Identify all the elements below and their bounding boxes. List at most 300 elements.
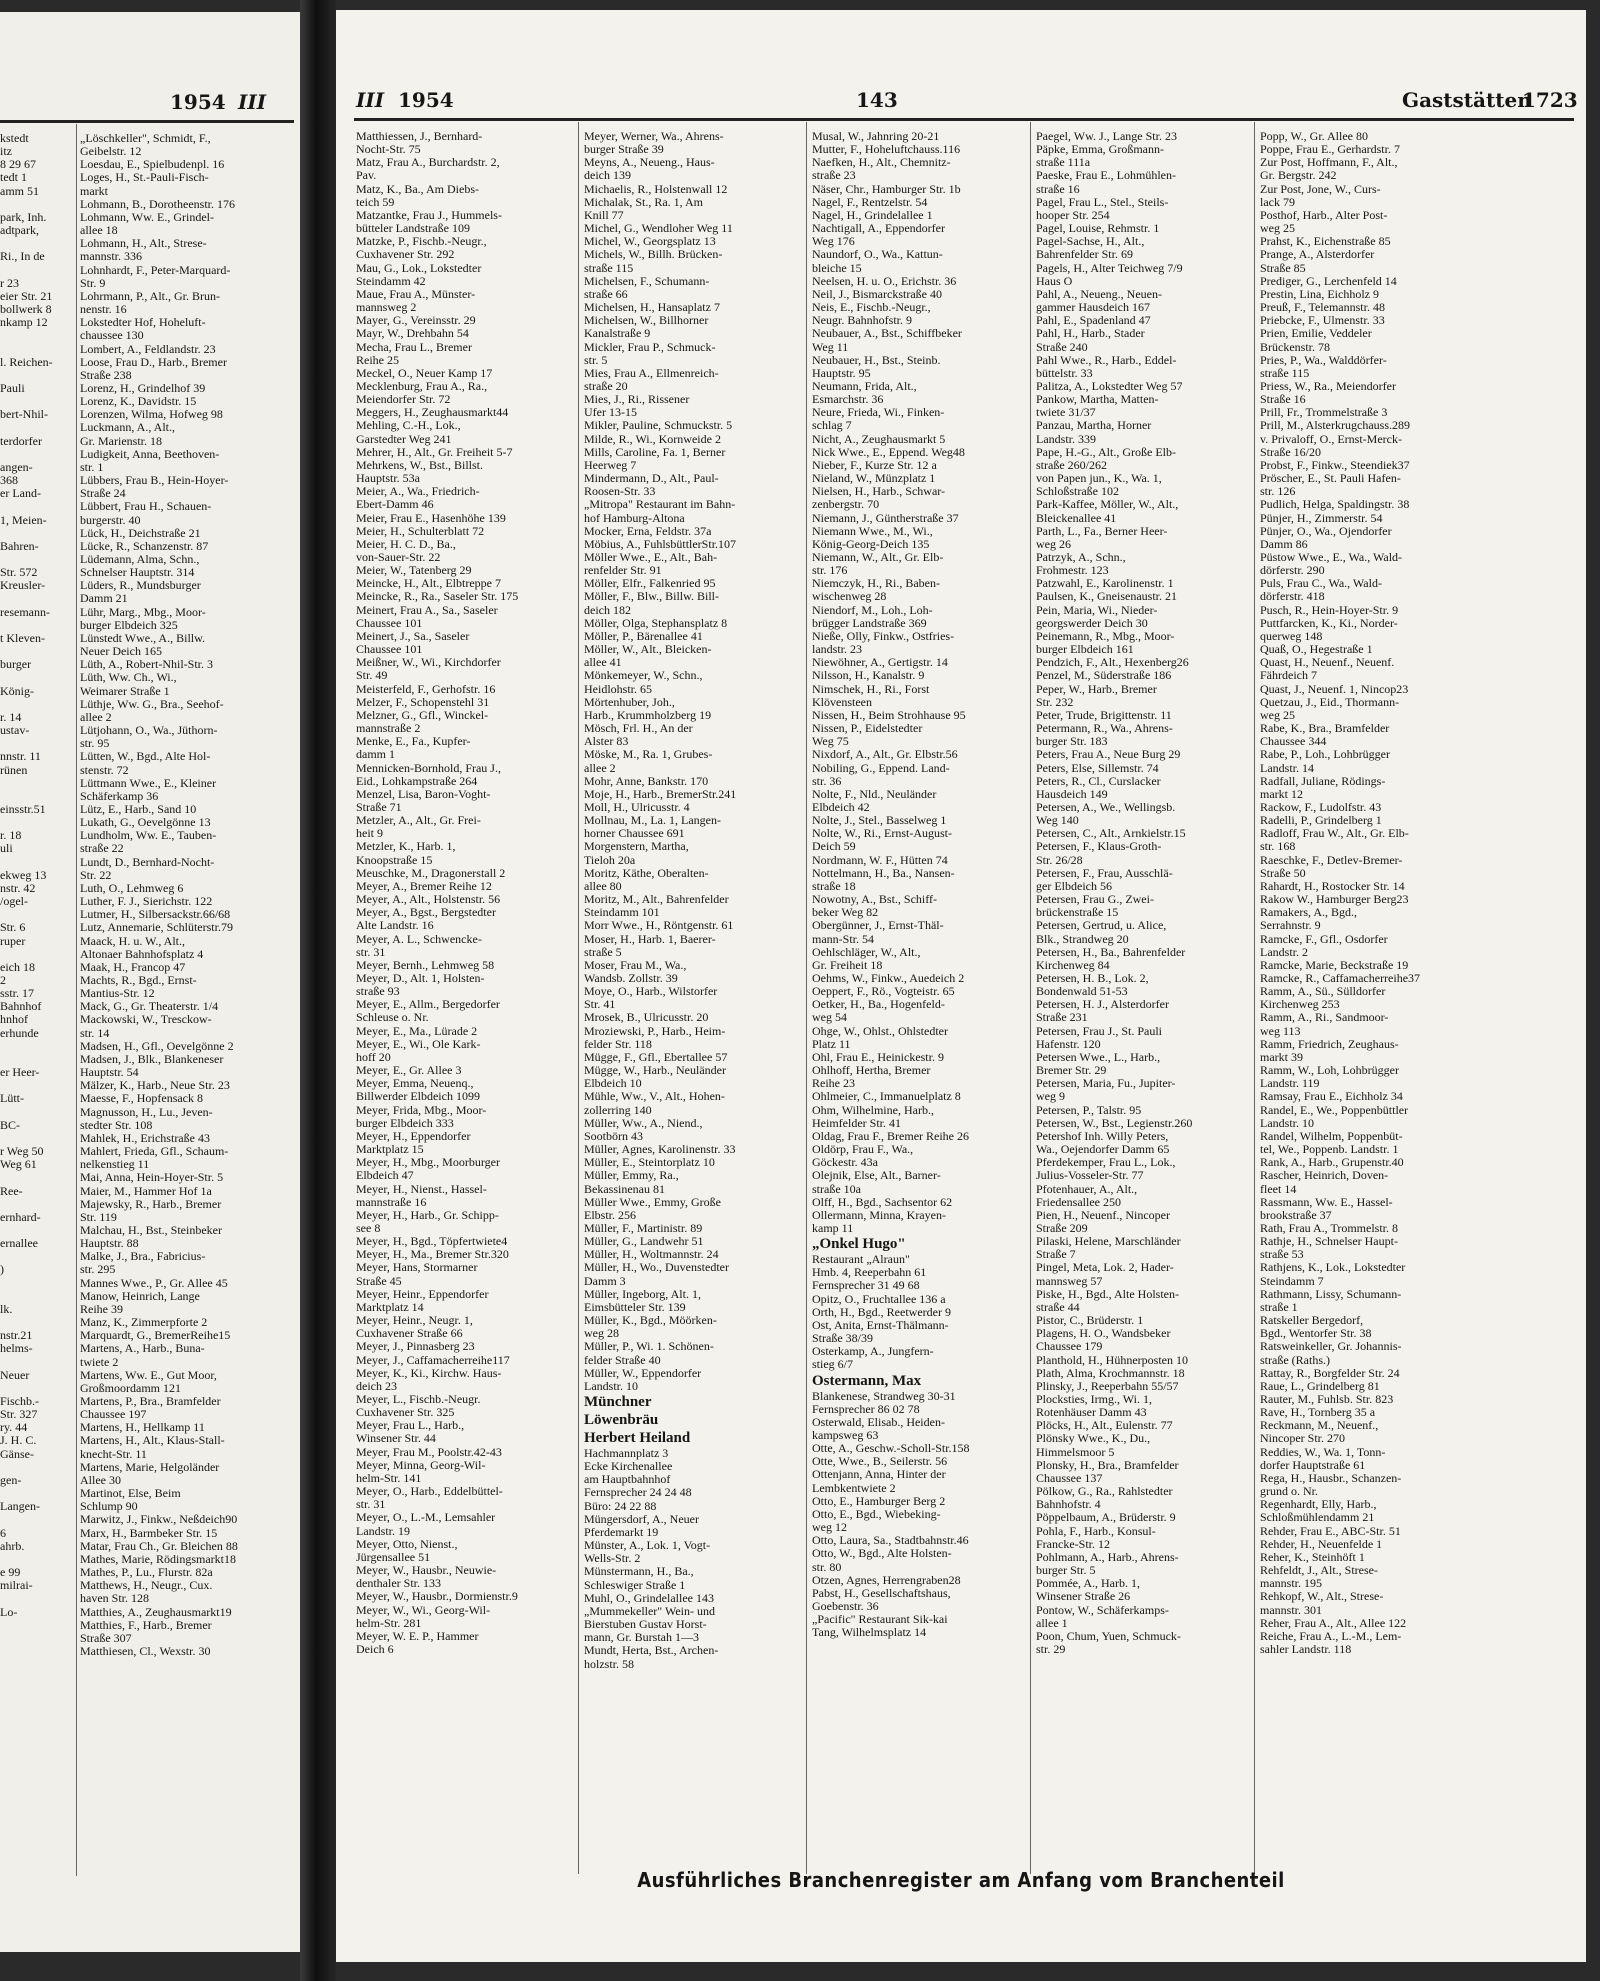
directory-entry-line: stedter Str. 108	[80, 1118, 153, 1132]
directory-entry-line: ruper	[0, 934, 26, 948]
directory-entry-line	[0, 1224, 74, 1237]
directory-entry-line: Bahnhofstr. 4	[1036, 1498, 1101, 1512]
directory-entry-line: Plagens, H. O., Wandsbeker	[1036, 1327, 1171, 1341]
directory-entry-line: Michaelis, R., Holstenwall 12	[584, 182, 728, 196]
directory-entry-line: Meier, Frau E., Hasenhöhe 139	[356, 511, 506, 525]
directory-entry-line	[0, 671, 74, 684]
directory-entry-line: Menzel, Lisa, Baron-Voght-	[356, 787, 491, 801]
directory-entry-line: bollwerk 8	[0, 303, 52, 317]
directory-entry-line: Schäferkamp 36	[80, 789, 159, 803]
directory-entry-line: Mies, Frau A., Ellmenreich-	[584, 366, 719, 380]
directory-entry-line: nkamp 12	[0, 316, 48, 330]
directory-entry-line: e 99	[0, 1566, 21, 1580]
directory-entry-line: Ramm, A., Sü., Sülldorfer	[1260, 985, 1386, 999]
directory-entry-line: teich 59	[356, 195, 395, 209]
directory-entry-line: Meyer, Bernh., Lehmweg 58	[356, 958, 495, 972]
directory-entry-line: Nordmann, W. F., Hütten 74	[812, 853, 948, 867]
directory-entry-line: Haus O	[1036, 274, 1073, 288]
directory-entry-line: Meuschke, M., Dragonerstall 2	[356, 866, 506, 880]
directory-entry-line: am Hauptbahnhof	[584, 1473, 671, 1487]
directory-entry-line: Straße 240	[1036, 340, 1088, 354]
directory-entry-line: Mörtenhuber, Joh.,	[584, 695, 675, 709]
directory-entry-line: Meyer, O., Harb., Eddelbüttel-	[356, 1485, 503, 1499]
directory-entry-line: Rakow W., Hamburger Berg23	[1260, 893, 1409, 907]
directory-entry-line: Meyer, W., Hausbr., Neuwie-	[356, 1564, 497, 1578]
directory-entry-line: Matar, Frau Ch., Gr. Bleichen 88	[80, 1539, 238, 1553]
directory-entry-line: Nincoper Str. 270	[1260, 1432, 1345, 1446]
directory-entry-line: straße 111a	[1036, 156, 1091, 170]
directory-entry-line: Weg 75	[812, 735, 849, 749]
directory-entry-line: Magnusson, H., Lu., Jeven-	[80, 1105, 213, 1119]
directory-entry-line	[0, 264, 74, 277]
directory-entry-line: Ramm, Friedrich, Zeughaus-	[1260, 1037, 1399, 1051]
directory-entry-line: mannstraße 16	[356, 1195, 427, 1209]
directory-entry-line: Otte, A., Geschw.-Scholl-Str.158	[812, 1442, 970, 1456]
directory-entry-line: damm 1	[356, 748, 395, 762]
directory-entry-line	[0, 737, 74, 750]
directory-entry-line: Cuxhavener Str. 292	[356, 248, 455, 262]
directory-entry-line: Ramcke, R., Caffamacherreihe37	[1260, 972, 1421, 985]
directory-entry-line: Michels, W., Billh. Brücken-	[584, 248, 723, 262]
directory-entry-line: Petersen, H. J., Alsterdorfer	[1036, 998, 1169, 1012]
directory-entry-line: v. Privaloff, O., Ernst-Merck-	[1260, 432, 1402, 446]
directory-entry-line: er Heer-	[0, 1066, 40, 1080]
directory-entry-line: Meier, W., Tatenberg 29	[356, 564, 472, 578]
directory-entry-line	[0, 1461, 74, 1474]
directory-entry-line: ernallee	[0, 1237, 38, 1251]
directory-entry-line: Otzen, Agnes, Herrengraben28	[812, 1573, 961, 1587]
directory-entry-line: denthaler Str. 133	[356, 1577, 441, 1591]
directory-entry-line: Damm 3	[584, 1274, 626, 1288]
directory-entry-line: Pontow, W., Schäferkamps-	[1036, 1603, 1169, 1617]
directory-entry-line: Cuxhavener Str. 325	[356, 1406, 455, 1420]
directory-entry-line: Müller, E., Steintorplatz 10	[584, 1156, 715, 1170]
directory-entry-line: weg 12	[812, 1521, 847, 1535]
directory-entry-line: hoff 20	[356, 1050, 391, 1064]
directory-entry-line: allee 18	[80, 224, 118, 238]
directory-entry-line: Muhl, O., Grindelallee 143	[584, 1591, 714, 1605]
directory-entry-line	[0, 1250, 74, 1263]
directory-entry-line	[0, 790, 74, 803]
directory-entry-line: Pahl, H., Harb., Stader	[1036, 327, 1145, 341]
directory-entry-line: Manz, K., Zimmerpforte 2	[80, 1316, 208, 1330]
directory-entry-line: büttelstr. 33	[1036, 366, 1093, 380]
directory-entry-line: Lütjohann, O., Wa., Jüthorn-	[80, 724, 218, 738]
directory-entry-line: r 23	[0, 276, 19, 290]
directory-entry-line: Matz, Frau A., Burchardstr. 2,	[356, 156, 500, 170]
directory-entry-line: Garstedter Weg 241	[356, 432, 452, 446]
directory-entry-line: Rank, A., Harb., Grupenstr.40	[1260, 1156, 1404, 1170]
directory-entry-line: Bekassinenau 81	[584, 1182, 665, 1196]
directory-entry-line: Meyer, Werner, Wa., Ahrens-	[584, 130, 724, 143]
directory-entry-line: brückenstraße 15	[1036, 906, 1119, 920]
directory-entry-line: Straße 16	[1260, 393, 1306, 407]
directory-entry-line: Prediger, G., Lerchenfeld 14	[1260, 274, 1397, 288]
directory-entry-line: allee 41	[584, 656, 622, 670]
directory-entry-line: weg 54	[812, 1011, 847, 1025]
directory-entry-line: Rathje, H., Schnelser Haupt-	[1260, 1235, 1398, 1249]
directory-entry-line: Maier, M., Hammer Hof 1a	[80, 1184, 212, 1198]
directory-entry-line: Heimfelder Str. 41	[812, 1116, 901, 1130]
directory-entry-line: Müller, Emmy, Ra.,	[584, 1169, 679, 1183]
directory-entry-line: Petersen, Frau G., Zwei-	[1036, 893, 1154, 907]
directory-entry-line: Luth, O., Lehmweg 6	[80, 881, 184, 895]
directory-entry-line: Meyer, E., Allm., Bergedorfer	[356, 998, 500, 1012]
directory-entry-line: Möske, M., Ra. 1, Grubes-	[584, 748, 713, 762]
directory-entry-line: Straße 238	[80, 368, 132, 382]
directory-entry-line: Randel, E., We., Poppenbüttler	[1260, 1103, 1409, 1117]
directory-entry-line: burger	[0, 658, 32, 672]
left-column-entries	[80, 132, 292, 1658]
directory-entry-line: ger Elbdeich 56	[1036, 879, 1112, 893]
directory-entry-line: Lüth, A., Robert-Nhil-Str. 3	[80, 658, 213, 672]
directory-entry-line: Lüders, R., Mundsburger	[80, 579, 201, 593]
directory-entry-line: Meyer, K., Ki., Kirchw. Haus-	[356, 1366, 502, 1380]
directory-entry-line: Luckmann, A., Alt.,	[80, 421, 175, 435]
directory-entry-line: Otto, Laura, Sa., Stadtbahnstr.46	[812, 1534, 969, 1548]
directory-entry-line: Alster 83	[584, 735, 629, 749]
directory-entry-line: ernhard-	[0, 1210, 41, 1224]
directory-entry-line: Kirchenweg 84	[1036, 958, 1110, 972]
directory-entry-line: Loose, Frau D., Harb., Bremer	[80, 355, 227, 369]
directory-entry-line: Pankow, Martha, Matten-	[1036, 393, 1159, 407]
directory-entry-line: Melzer, F., Schopenstehl 31	[356, 695, 490, 709]
directory-entry-line: Rave, H., Tornberg 35 a	[1260, 1406, 1376, 1420]
directory-entry-line: burger Elbdeich 333	[356, 1116, 454, 1130]
directory-entry-line: sstr. 17	[0, 987, 35, 1001]
directory-entry-line: J. H. C.	[0, 1434, 37, 1448]
directory-entry-line: Meckel, O., Neuer Kamp 17	[356, 366, 493, 380]
directory-entry-line: heit 9	[356, 827, 383, 841]
directory-entry-line: Schloßmühlendamm 21	[1260, 1511, 1375, 1525]
directory-entry-line: Zur Post, Hoffmann, F., Alt.,	[1260, 156, 1398, 170]
directory-entry-line: Möller Wwe., E., Alt., Bah-	[584, 551, 718, 564]
directory-entry-line: Ramakers, A., Bgd.,	[1260, 906, 1357, 920]
directory-entry-line: twiete 31/37	[1036, 406, 1096, 420]
directory-entry-line: Str. 327	[0, 1408, 38, 1422]
directory-entry-line: brügger Landstraße 369	[812, 616, 927, 630]
directory-entry-line: adtpark,	[0, 224, 39, 238]
directory-entry-line	[0, 329, 74, 342]
directory-entry-line: Gr. Marienstr. 18	[80, 434, 162, 448]
directory-entry-line: Ollermann, Minna, Krayen-	[812, 1208, 946, 1222]
directory-entry-line: Ohl, Frau E., Heinickestr. 9	[812, 1050, 944, 1064]
directory-column-1	[356, 130, 574, 1656]
directory-entry-line: straße (Raths.)	[1260, 1353, 1330, 1367]
directory-entry-line: straße 44	[1036, 1300, 1080, 1314]
directory-entry-line: Straße 45	[356, 1274, 402, 1288]
directory-entry-line: Rauter, M., Fuhlsb. Str. 823	[1260, 1393, 1394, 1406]
directory-entry-line: Petersen, H., Ba., Bahrenfelder	[1036, 945, 1186, 959]
directory-entry-line: Marquardt, G., BremerReihe15	[80, 1329, 231, 1343]
directory-entry-line: Mau, G., Lok., Lokstedter	[356, 261, 482, 275]
advertisement-heading: Löwenbräu	[584, 1412, 659, 1428]
directory-entry-line: Mügge, F., Gfl., Ebertallee 57	[584, 1050, 728, 1064]
directory-entry-line: Möller, W., Alt., Bleicken-	[584, 643, 712, 657]
directory-entry-line: Lütz, E., Harb., Sand 10	[80, 802, 197, 816]
directory-entry-line: Straße 209	[1036, 1221, 1088, 1235]
directory-entry-line: Straße 231	[1036, 1011, 1088, 1025]
directory-entry-line: Rascher, Heinrich, Doven-	[1260, 1169, 1389, 1183]
directory-entry-line: Eid., Lohkampstraße 264	[356, 774, 478, 788]
directory-entry-line: Michel, G., Wendloher Weg 11	[584, 222, 733, 236]
directory-entry-line: Michelsen, W., Billhorner	[584, 314, 709, 328]
directory-entry-line: Lohmann, B., Dorotheenstr. 176	[80, 197, 235, 211]
directory-entry-line: Raue, L., Grindelberg 81	[1260, 1379, 1380, 1393]
directory-entry-line: Pabst, H., Gesellschaftshaus,	[812, 1586, 951, 1600]
directory-entry-line: Pagel, Frau L., Stel., Steils-	[1036, 195, 1169, 209]
directory-entry-line: burgerstr. 40	[80, 513, 141, 527]
directory-entry-line: Moser, Frau M., Wa.,	[584, 958, 687, 972]
section-title: Gaststätten	[1402, 88, 1532, 112]
directory-entry-line: Meyer, Minna, Georg-Wil-	[356, 1458, 486, 1472]
left-header-rule	[0, 120, 294, 123]
directory-entry-line: er Land-	[0, 487, 41, 501]
directory-entry-line: Pilaski, Helene, Marschländer	[1036, 1235, 1181, 1249]
directory-entry-line: Chaussee 344	[1260, 735, 1327, 749]
footer-note: Ausführliches Branchenregister am Anfang vom Branchenteil	[637, 1868, 1285, 1892]
directory-entry-line: stenstr. 72	[80, 763, 129, 777]
directory-entry-line: Michalak, St., Ra. 1, Am	[584, 195, 703, 209]
directory-entry-line: Ohlmeier, C., Immanuelplatz 8	[812, 1090, 961, 1104]
directory-entry-line: Straße 50	[1260, 866, 1306, 880]
directory-entry-line: Friedensallee 250	[1036, 1195, 1121, 1209]
directory-entry-line: Michelsen, H., Hansaplatz 7	[584, 301, 720, 315]
directory-entry-line: Maak, H., Francop 47	[80, 960, 186, 974]
directory-entry-line: Lütten, W., Bgd., Alte Hol-	[80, 750, 211, 764]
directory-entry-line: Mundt, Herta, Bst., Archen-	[584, 1644, 719, 1658]
directory-entry-line: Mehrer, H., Alt., Gr. Freiheit 5-7	[356, 445, 513, 459]
directory-entry-line: str. 31	[356, 945, 386, 959]
directory-entry-line: Nocht-Str. 75	[356, 143, 421, 157]
directory-entry-line: markt 12	[1260, 787, 1303, 801]
directory-entry-line: str. 14	[80, 1026, 110, 1040]
directory-entry-line: park, Inh.	[0, 210, 47, 224]
directory-entry-line: Radelli, P., Grindelberg 1	[1260, 814, 1382, 828]
directory-entry-line: nnstr. 11	[0, 750, 41, 764]
directory-entry-line: rünen	[0, 763, 28, 777]
directory-entry-line: Alte Landstr. 16	[356, 919, 434, 933]
directory-entry-line: Hachmannplatz 3	[584, 1447, 669, 1460]
directory-entry-line: Kreusler-	[0, 579, 46, 593]
directory-entry-line: Mahlek, H., Erichstraße 43	[80, 1131, 210, 1145]
directory-entry-line: knecht-Str. 11	[80, 1447, 147, 1461]
directory-entry-line	[0, 553, 74, 566]
directory-entry-line: Nieland, W., Münzplatz 1	[812, 472, 936, 486]
directory-entry-line: georgswerder Deich 30	[1036, 616, 1148, 630]
directory-entry-line: Madsen, J., Blk., Blankeneser	[80, 1052, 224, 1066]
directory-entry-line: Müller, Agnes, Karolinenstr. 33	[584, 1143, 736, 1157]
advertisement-heading: „Onkel Hugo"	[812, 1236, 906, 1253]
directory-entry-line: Morgenstern, Martha,	[584, 840, 689, 854]
directory-entry-line: Meggers, H., Zeughausmarkt44	[356, 406, 509, 420]
directory-entry-line	[0, 645, 74, 658]
directory-entry-line	[0, 816, 74, 829]
directory-entry-line: 1, Meien-	[0, 513, 47, 527]
directory-entry-line: Lübbert, Frau H., Schauen-	[80, 500, 212, 514]
directory-entry-line: milrai-	[0, 1579, 33, 1593]
directory-column-5	[1260, 130, 1474, 1656]
directory-entry-line: Mügge, W., Harb., Neuländer	[584, 1064, 726, 1078]
directory-entry-line: Mathes, P., Lu., Flurstr. 82a	[80, 1566, 213, 1580]
directory-entry-line: weg 25	[1260, 222, 1295, 236]
directory-entry-line	[0, 1356, 74, 1369]
directory-entry-line	[0, 1290, 74, 1303]
directory-entry-line: Pendzich, F., Alt., Hexenberg26	[1036, 656, 1189, 670]
column-divider	[76, 124, 77, 1876]
directory-entry-line: Paegel, Ww. J., Lange Str. 23	[1036, 130, 1177, 143]
directory-entry-line: Mecklenburg, Frau A., Ra.,	[356, 379, 488, 393]
directory-entry-line: Meyer, J., Pinnasberg 23	[356, 1340, 475, 1354]
directory-entry-line: Str. 41	[584, 998, 616, 1012]
directory-entry-line: holzstr. 58	[584, 1657, 634, 1671]
directory-entry-line: Ramsay, Frau E., Eichholz 34	[1260, 1090, 1403, 1104]
directory-entry-line: Meyer, H., Eppendorfer	[356, 1129, 471, 1143]
directory-entry-line: weg 25	[1260, 708, 1295, 722]
directory-entry-line: Mennicken-Bornhold, Frau J.,	[356, 761, 501, 775]
directory-entry-line: Park-Kaffee, Möller, W., Alt.,	[1036, 498, 1179, 512]
directory-entry-line	[0, 1553, 74, 1566]
directory-entry-line: Hafenstr. 120	[1036, 1037, 1101, 1051]
directory-entry-line: Fernsprecher 86 02 78	[812, 1402, 920, 1416]
directory-entry-line: Gr. Freiheit 18	[812, 958, 883, 972]
directory-entry-line: Meyer, A., Alt., Holstenstr. 56	[356, 893, 501, 907]
directory-entry-line: Schleswiger Straße 1	[584, 1578, 686, 1592]
directory-entry-line: Bahnhof	[0, 1000, 42, 1014]
directory-entry-line: Heerweg 7	[584, 458, 637, 472]
directory-entry-line: Maue, Frau A., Münster-	[356, 287, 476, 301]
directory-entry-line: Wandsb. Zollstr. 39	[584, 972, 678, 985]
directory-entry-line: deich 139	[584, 169, 631, 183]
directory-entry-line: Elbdeich 47	[356, 1169, 414, 1183]
directory-entry-line: Münster, A., Lok. 1, Vogt-	[584, 1539, 711, 1553]
directory-entry-line: Harb., Krummholzberg 19	[584, 708, 712, 722]
directory-entry-line: Reihe 25	[356, 353, 399, 367]
directory-entry-line: Plath, Alma, Krochmannstr. 18	[1036, 1366, 1185, 1380]
directory-entry-line: Popp, W., Gr. Allee 80	[1260, 130, 1369, 143]
directory-entry-line: Matthiesen, Cl., Wexstr. 30	[80, 1644, 211, 1658]
directory-entry-line: Marwitz, J., Finkw., Neßdeich90	[80, 1513, 238, 1527]
directory-entry-line: Maack, H. u. W., Alt.,	[80, 934, 185, 948]
directory-entry-line: Restaurant „Alraun"	[812, 1253, 910, 1267]
directory-entry-line: Pahl Wwe., R., Harb., Eddel-	[1036, 353, 1177, 367]
directory-entry-line: Rotenhäuser Damm 43	[1036, 1406, 1147, 1420]
directory-entry-line: Straße 24	[80, 487, 126, 501]
directory-entry-line: Mindermann, D., Alt., Paul-	[584, 472, 719, 486]
directory-entry-line: Oehms, W., Finkw., Auedeich 2	[812, 972, 965, 985]
directory-entry-line: Petersen, W., Bst., Legienstr.260	[1036, 1116, 1193, 1130]
directory-entry-line: straße 18	[812, 879, 856, 893]
directory-entry-line: Schnelser Hauptstr. 314	[80, 566, 195, 580]
directory-entry-line: hof Hamburg-Altona	[584, 511, 685, 525]
directory-entry-line: Peper, W., Harb., Bremer	[1036, 682, 1157, 696]
directory-entry-line	[0, 1040, 74, 1053]
directory-entry-line: Pferdekemper, Frau L., Lok.,	[1036, 1156, 1176, 1170]
directory-entry-line: Lohnhardt, F., Peter-Marquard-	[80, 263, 231, 277]
directory-entry-line: Marktplatz 15	[356, 1143, 424, 1157]
directory-entry-line	[0, 1592, 74, 1605]
directory-entry-line: mann, Gr. Burstah 1—3	[584, 1631, 699, 1645]
directory-entry-line: ekweg 13	[0, 868, 47, 882]
directory-entry-line: Lüth, Ww. Ch., Wi.,	[80, 671, 177, 685]
directory-entry-line: Nixdorf, A., Alt., Gr. Elbstr.56	[812, 748, 958, 762]
directory-entry-line: straße 10a	[812, 1182, 861, 1196]
directory-entry-line: Pav.	[356, 169, 377, 183]
directory-entry-line: Ramcke, F., Gfl., Osdorfer	[1260, 932, 1388, 946]
directory-entry-line: Mrosek, B., Ulricusstr. 20	[584, 1011, 709, 1025]
directory-entry-line: Steindamm 7	[1260, 1274, 1324, 1288]
directory-entry-line: Lüdemann, Alma, Schn.,	[80, 553, 200, 566]
directory-entry-line: Loesdau, E., Spielbudenpl. 16	[80, 158, 225, 172]
directory-entry-line: Metzler, A., Alt., Gr. Frei-	[356, 814, 481, 828]
directory-entry-line: Mroziewski, P., Harb., Heim-	[584, 1024, 726, 1038]
directory-entry-line: felder Str. 118	[584, 1037, 652, 1051]
directory-entry-line: Landstr. 119	[1260, 1077, 1320, 1091]
directory-entry-line: Str. 22	[80, 868, 112, 882]
directory-entry-line: Lorenz, H., Grindelhof 39	[80, 381, 206, 395]
directory-entry-line: Weimarer Straße 1	[80, 684, 170, 698]
directory-entry-line: straße 93	[356, 985, 400, 999]
directory-entry-line: Pommée, A., Harb. 1,	[1036, 1577, 1140, 1591]
directory-entry-line: mannstraße 2	[356, 722, 421, 736]
directory-entry-line: Randel, Wilhelm, Poppenbüt-	[1260, 1129, 1403, 1143]
directory-entry-line: Straße 71	[356, 800, 402, 814]
directory-entry-line: Meyer, Frau L., Harb.,	[356, 1419, 465, 1433]
directory-entry-line: Müller, P., Wi. 1. Schönen-	[584, 1340, 714, 1354]
directory-entry-line: Brückenstr. 78	[1260, 340, 1330, 354]
directory-entry-line: Geibelstr. 12	[80, 145, 142, 159]
directory-entry-line: Lünstedt Wwe., A., Billw.	[80, 631, 205, 645]
directory-entry-line: straße 66	[584, 287, 628, 301]
directory-entry-line: einsstr.51	[0, 802, 46, 816]
directory-entry-line: beker Weg 82	[812, 906, 879, 920]
directory-entry-line: Damm 86	[1260, 537, 1308, 551]
directory-entry-line: Neuer Deich 165	[80, 645, 162, 659]
directory-entry-line	[0, 698, 74, 711]
directory-entry-line: weg 113	[1260, 1024, 1301, 1038]
directory-entry-line: weg 26	[1036, 537, 1071, 551]
directory-entry-line: Niewöhner, A., Gertigstr. 14	[812, 656, 948, 670]
directory-entry-line: Martens, Marie, Helgoländer	[80, 1460, 220, 1474]
directory-entry-line: lack 79	[1260, 195, 1295, 209]
directory-entry-line: Palitza, A., Lokstedter Weg 57	[1036, 379, 1183, 393]
directory-entry-line: Lokstedter Hof, Hoheluft-	[80, 316, 206, 330]
directory-entry-line: nstr. 42	[0, 881, 36, 895]
directory-entry-line: Möller, Olga, Stephansplatz 8	[584, 616, 728, 630]
right-page	[336, 10, 1586, 1962]
directory-entry-line: Gänse-	[0, 1447, 34, 1461]
directory-entry-line: Chaussee 101	[356, 616, 423, 630]
directory-entry-line: Preuß, F., Telemannstr. 48	[1260, 301, 1385, 315]
directory-entry-line: 368	[0, 474, 18, 488]
directory-entry-line: Pröscher, E., St. Pauli Hafen-	[1260, 472, 1401, 486]
directory-entry-line: Rackow, F., Ludolfstr. 43	[1260, 800, 1382, 814]
directory-entry-line: Martens, P., Bra., Bramfelder	[80, 1395, 221, 1408]
directory-entry-line: Meyer, Hans, Stormarner	[356, 1261, 478, 1275]
directory-entry-line: Müller, H., Wo., Duvenstedter	[584, 1261, 729, 1275]
directory-entry-line: mannsweg 2	[356, 301, 417, 315]
directory-entry-line: Ratskeller Bergedorf,	[1260, 1314, 1364, 1328]
directory-entry-line	[0, 527, 74, 540]
directory-entry-line: Poon, Chum, Yuen, Schmuck-	[1036, 1629, 1181, 1643]
directory-entry-line: landstr. 23	[812, 643, 862, 657]
directory-entry-line: Nieße, Olly, Finkw., Ostfries-	[812, 629, 955, 643]
column-divider	[1030, 122, 1031, 1874]
directory-entry-line: Nachtigall, A., Eppendorfer	[812, 222, 945, 236]
advertisement-heading: Münchner	[584, 1394, 652, 1410]
directory-entry-line: Reiche, Frau A., L.-M., Lem-	[1260, 1629, 1402, 1643]
directory-entry-line: Straße 85	[1260, 261, 1306, 275]
